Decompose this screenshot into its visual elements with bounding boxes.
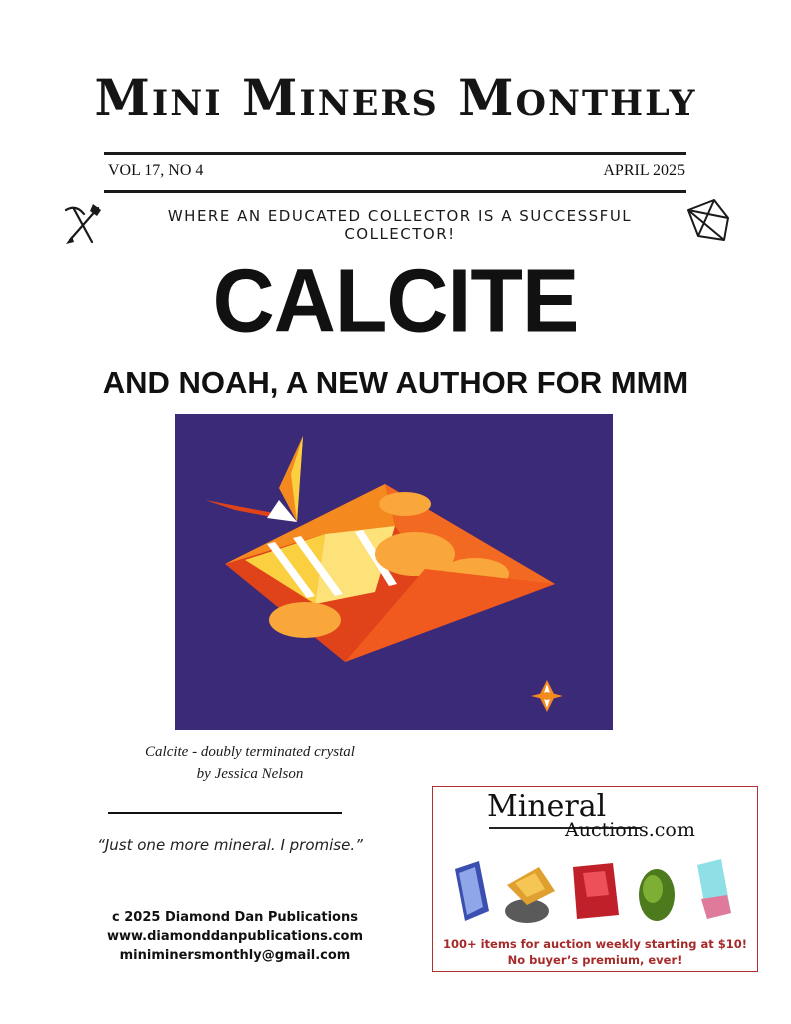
pull-quote: “Just one more mineral. I promise.”: [97, 836, 363, 854]
copyright-line: c 2025 Diamond Dan Publications: [112, 910, 358, 925]
masthead-bottom-rule: [104, 190, 686, 193]
tanzanite-crystal-image: [455, 861, 489, 921]
ad-offer-line: 100+ items for auction weekly starting at $10!: [442, 937, 748, 951]
crystal-icon: [684, 196, 732, 244]
artwork-caption-title: Calcite - doubly terminated crystal: [145, 744, 355, 760]
issue-date: APRIL 2025: [603, 162, 685, 179]
subheadline: AND NOAH, A NEW AUTHOR FOR MMM: [102, 365, 689, 400]
pick-and-shovel-icon: [62, 202, 102, 246]
calcite-artwork: [175, 414, 613, 730]
headline: CALCITE: [212, 250, 579, 352]
ad-subtitle: Auctions.com: [565, 819, 695, 841]
issue-volume: VOL 17, NO 4: [108, 162, 204, 179]
masthead-top-rule: [104, 152, 686, 155]
ad-mineral-photos: [445, 855, 745, 931]
section-divider: [108, 812, 342, 814]
ad-title: Mineral: [487, 789, 607, 824]
masthead-title: Mini Miners Monthly: [94, 68, 697, 127]
website-link[interactable]: www.diamonddanpublications.com: [106, 929, 363, 944]
mineral-auctions-ad[interactable]: [432, 786, 758, 972]
gold-crystal-cluster-image: [505, 867, 555, 923]
green-mineral-image: [639, 869, 675, 921]
email-link[interactable]: miniminersmonthly@gmail.com: [119, 948, 351, 963]
red-crystal-image: [573, 863, 619, 919]
ad-premium-line: No buyer’s premium, ever!: [507, 953, 683, 967]
tagline: WHERE AN EDUCATED COLLECTOR IS A SUCCESSFUL COLLECTOR!: [167, 207, 633, 243]
artwork-caption-artist: by Jessica Nelson: [196, 766, 304, 782]
tourmaline-crystal-image: [697, 859, 731, 919]
